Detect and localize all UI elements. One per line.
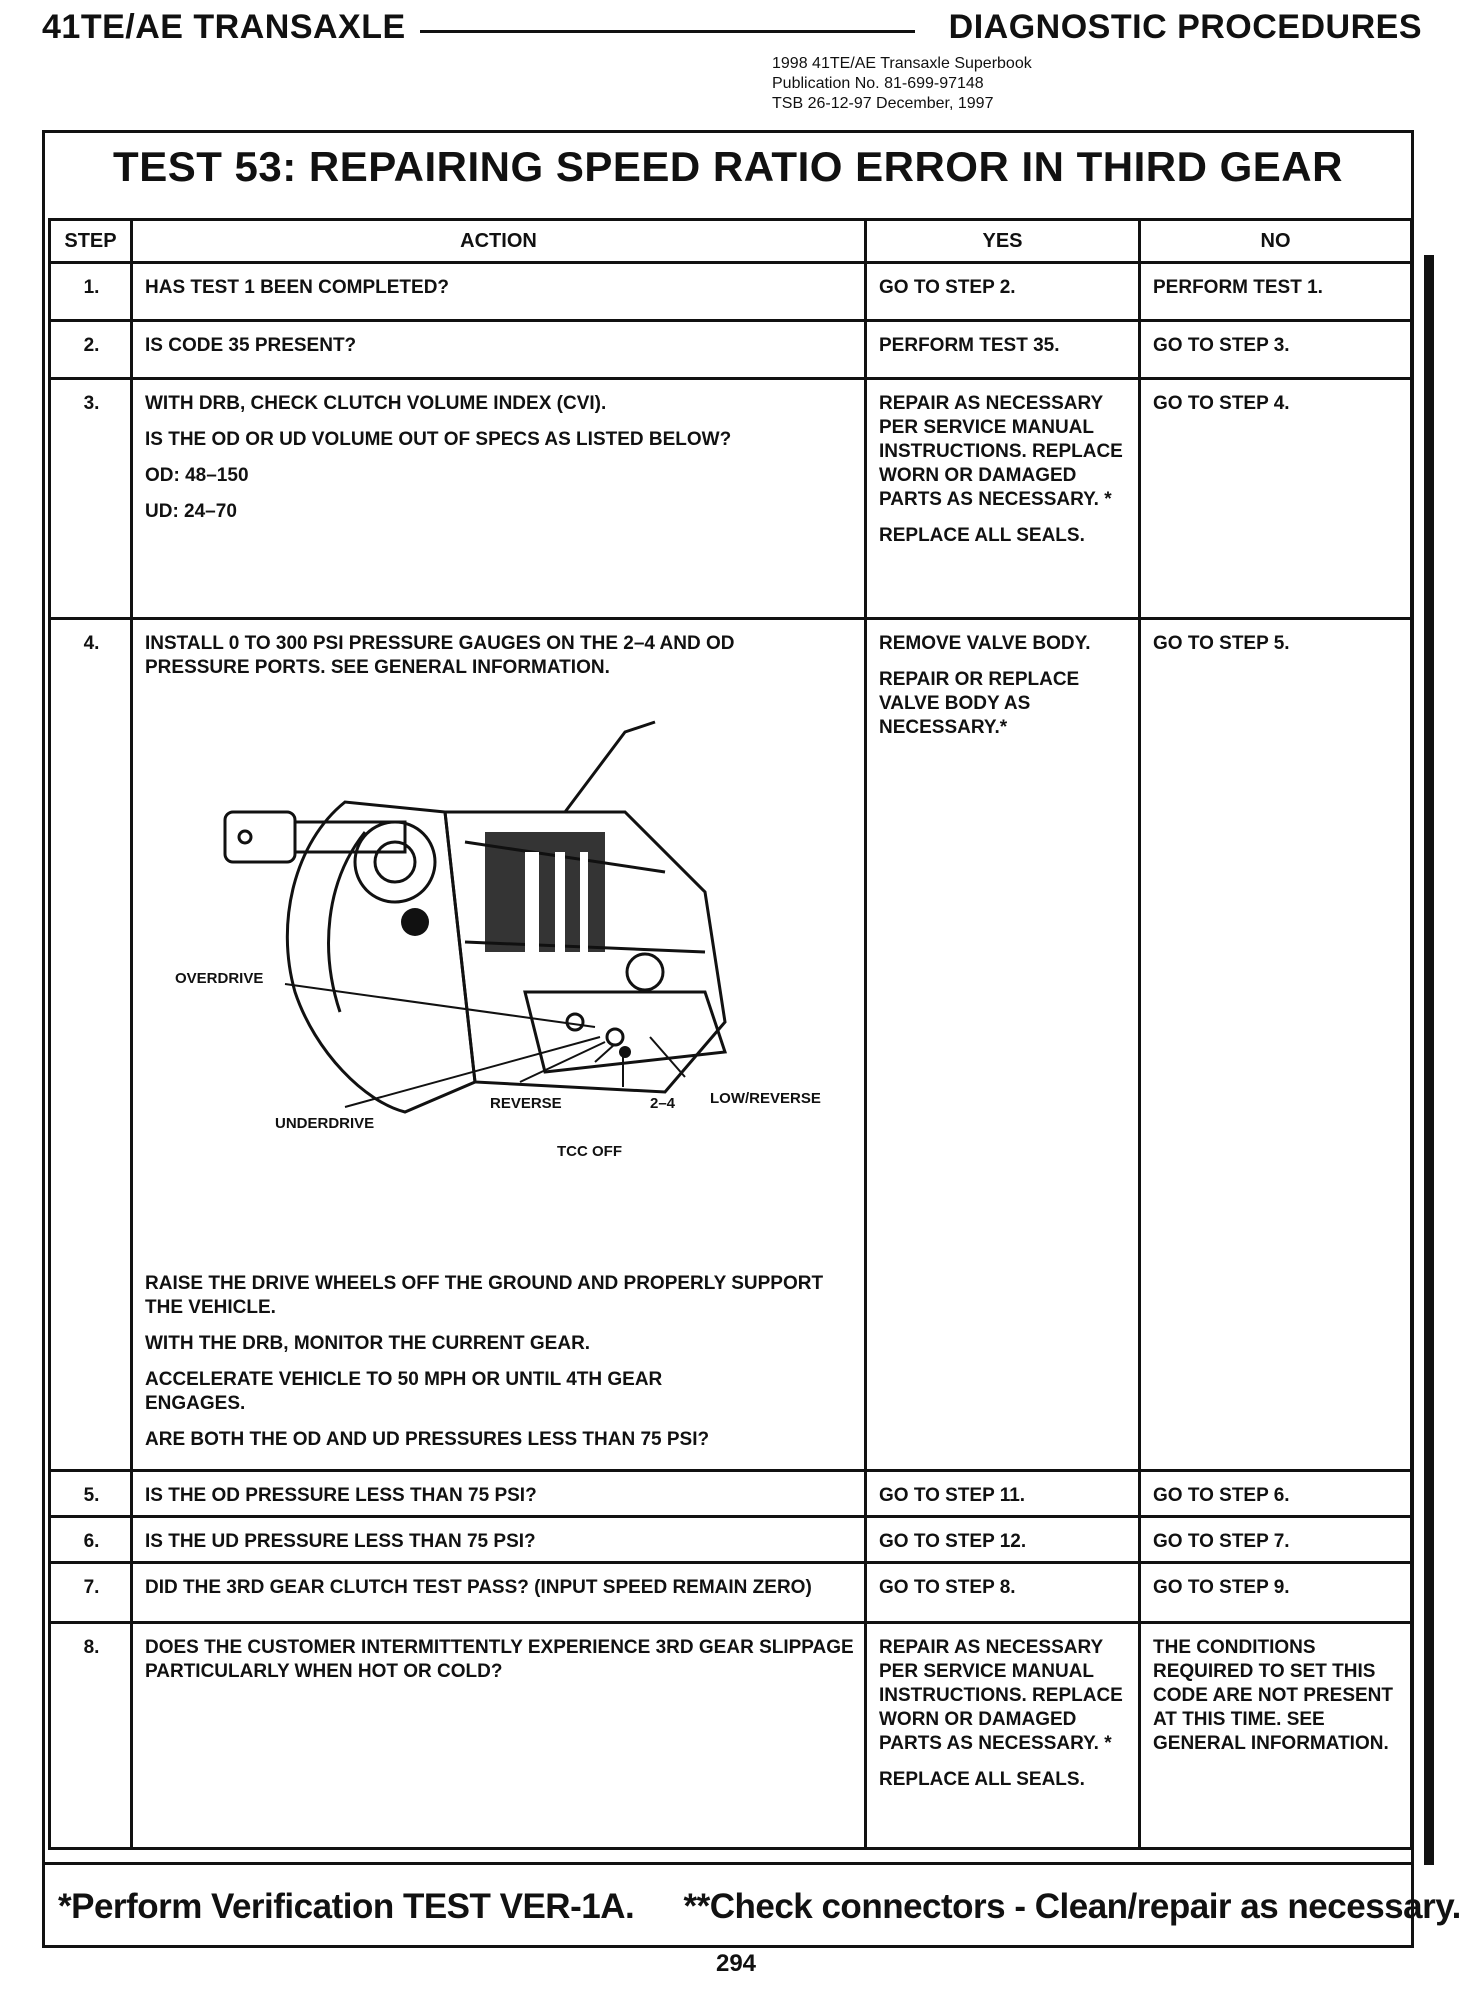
connector-note: **Check connectors - Clean/repair as necessary. <box>683 1887 1461 1926</box>
column-header-yes: YES <box>866 220 1140 263</box>
yes-cell <box>866 1563 1140 1623</box>
no-cell <box>1140 321 1412 379</box>
action-text: IS THE OD OR UD VOLUME OUT OF SPECS AS LISTED BELOW? <box>145 429 732 450</box>
yes-text: REPAIR OR REPLACE VALVE BODY AS NECESSARY.* <box>879 669 1080 738</box>
no-cell <box>1140 619 1412 1471</box>
yes-cell <box>866 321 1140 379</box>
yes-text: REPLACE ALL SEALS. <box>879 1769 1085 1790</box>
yes-cell <box>866 1471 1140 1517</box>
yes-text: PERFORM TEST 35. <box>879 335 1060 356</box>
table-row <box>50 619 1412 1471</box>
step-number: 6. <box>50 1517 132 1563</box>
label-overdrive: OVERDRIVE <box>175 970 264 987</box>
action-cell <box>132 1563 866 1623</box>
action-text: IS THE UD PRESSURE LESS THAN 75 PSI? <box>145 1531 536 1552</box>
label-reverse: REVERSE <box>490 1095 562 1112</box>
column-header-step: STEP <box>50 220 132 263</box>
pub-line: TSB 26-12-97 December, 1997 <box>772 95 994 112</box>
action-cell <box>132 1517 866 1563</box>
action-cell <box>132 1471 866 1517</box>
yes-text: REPLACE ALL SEALS. <box>879 525 1085 546</box>
action-text: IS THE OD PRESSURE LESS THAN 75 PSI? <box>145 1485 537 1506</box>
action-cell <box>132 379 866 619</box>
action-text: WITH THE DRB, MONITOR THE CURRENT GEAR. <box>145 1333 591 1354</box>
no-cell <box>1140 1517 1412 1563</box>
label-low-reverse: LOW/REVERSE <box>710 1090 821 1107</box>
yes-cell <box>866 263 1140 321</box>
yes-text: GO TO STEP 2. <box>879 277 1016 298</box>
publication-info <box>772 54 1032 114</box>
column-header-action: ACTION <box>132 220 866 263</box>
pub-line: Publication No. 81-699-97148 <box>772 75 984 92</box>
yes-text: REPAIR AS NECESSARY PER SERVICE MANUAL INSTRUCTIONS. REPLACE WORN OR DAMAGED PARTS AS NECESSARY. * <box>879 393 1123 510</box>
table-row <box>50 321 1412 379</box>
no-cell <box>1140 1563 1412 1623</box>
action-cell <box>132 321 866 379</box>
yes-text: GO TO STEP 8. <box>879 1577 1016 1598</box>
action-text: ACCELERATE VEHICLE TO 50 MPH OR UNTIL 4TH GEAR ENGAGES. <box>145 1369 663 1414</box>
document-category-title: DIAGNOSTIC PROCEDURES <box>948 8 1422 46</box>
action-text: ARE BOTH THE OD AND UD PRESSURES LESS THAN 75 PSI? <box>145 1429 710 1450</box>
no-text: GO TO STEP 4. <box>1153 393 1290 414</box>
yes-cell <box>866 379 1140 619</box>
action-text: IS CODE 35 PRESENT? <box>145 335 357 356</box>
header-rule <box>420 30 915 33</box>
no-text: GO TO STEP 5. <box>1153 633 1290 654</box>
label-2-4: 2–4 <box>650 1095 676 1112</box>
no-text: GO TO STEP 3. <box>1153 335 1290 356</box>
action-text: DOES THE CUSTOMER INTERMITTENTLY EXPERIENCE 3RD GEAR SLIPPAGE PARTICULARLY WHEN HOT OR COLD? <box>145 1637 854 1682</box>
action-text: WITH DRB, CHECK CLUTCH VOLUME INDEX (CVI). <box>145 393 607 414</box>
spec-od: OD: 48–150 <box>145 465 249 486</box>
no-text: THE CONDITIONS REQUIRED TO SET THIS CODE ARE NOT PRESENT AT THIS TIME. SEE GENERAL INFORMATION. <box>1153 1637 1393 1754</box>
yes-cell <box>866 619 1140 1471</box>
table-row <box>50 1517 1412 1563</box>
table-row <box>50 379 1412 619</box>
document-section-title: 41TE/AE TRANSAXLE <box>42 8 406 46</box>
step-number: 1. <box>50 263 132 321</box>
page-title: TEST 53: REPAIRING SPEED RATIO ERROR IN THIRD GEAR <box>113 143 1343 190</box>
transaxle-illustration <box>145 692 835 1232</box>
no-text: GO TO STEP 6. <box>1153 1485 1290 1506</box>
no-cell <box>1140 263 1412 321</box>
label-underdrive: UNDERDRIVE <box>275 1115 375 1132</box>
column-header-no: NO <box>1140 220 1412 263</box>
yes-cell <box>866 1623 1140 1849</box>
action-text: DID THE 3RD GEAR CLUTCH TEST PASS? (INPUT SPEED REMAIN ZERO) <box>145 1577 812 1598</box>
step-number: 4. <box>50 619 132 1471</box>
yes-cell <box>866 1517 1140 1563</box>
label-tcc-off: TCC OFF <box>557 1143 622 1160</box>
action-cell <box>132 619 866 1471</box>
yes-text: GO TO STEP 11. <box>879 1485 1026 1506</box>
spec-ud: UD: 24–70 <box>145 501 237 522</box>
yes-text: REPAIR AS NECESSARY PER SERVICE MANUAL INSTRUCTIONS. REPLACE WORN OR DAMAGED PARTS AS NECESSARY. * <box>879 1637 1123 1754</box>
step-number: 8. <box>50 1623 132 1849</box>
step-number: 7. <box>50 1563 132 1623</box>
verification-note: *Perform Verification TEST VER-1A. <box>58 1887 635 1926</box>
transaxle-diagram <box>145 692 835 1232</box>
step-number: 3. <box>50 379 132 619</box>
no-text: GO TO STEP 9. <box>1153 1577 1290 1598</box>
action-cell <box>132 1623 866 1849</box>
table-header-row <box>50 220 1412 263</box>
step-number: 5. <box>50 1471 132 1517</box>
no-cell <box>1140 1471 1412 1517</box>
page-number: 294 <box>715 1950 757 1977</box>
table-row <box>50 1623 1412 1849</box>
procedure-table <box>48 218 1413 1850</box>
step-number: 2. <box>50 321 132 379</box>
pub-line: 1998 41TE/AE Transaxle Superbook <box>772 55 1032 72</box>
margin-bar <box>1424 255 1434 1865</box>
action-text: RAISE THE DRIVE WHEELS OFF THE GROUND AND PROPERLY SUPPORT THE VEHICLE. <box>145 1273 824 1318</box>
no-text: PERFORM TEST 1. <box>1153 277 1323 298</box>
action-text: HAS TEST 1 BEEN COMPLETED? <box>145 277 450 298</box>
no-text: GO TO STEP 7. <box>1153 1531 1290 1552</box>
table-row <box>50 263 1412 321</box>
yes-text: REMOVE VALVE BODY. <box>879 633 1091 654</box>
table-row <box>50 1563 1412 1623</box>
footer-notes <box>42 1862 1461 1946</box>
yes-text: GO TO STEP 12. <box>879 1531 1027 1552</box>
action-text: INSTALL 0 TO 300 PSI PRESSURE GAUGES ON THE 2–4 AND OD PRESSURE PORTS. SEE GENERAL INFORMATION. <box>145 633 735 678</box>
action-cell <box>132 263 866 321</box>
table-row <box>50 1471 1412 1517</box>
no-cell <box>1140 1623 1412 1849</box>
no-cell <box>1140 379 1412 619</box>
